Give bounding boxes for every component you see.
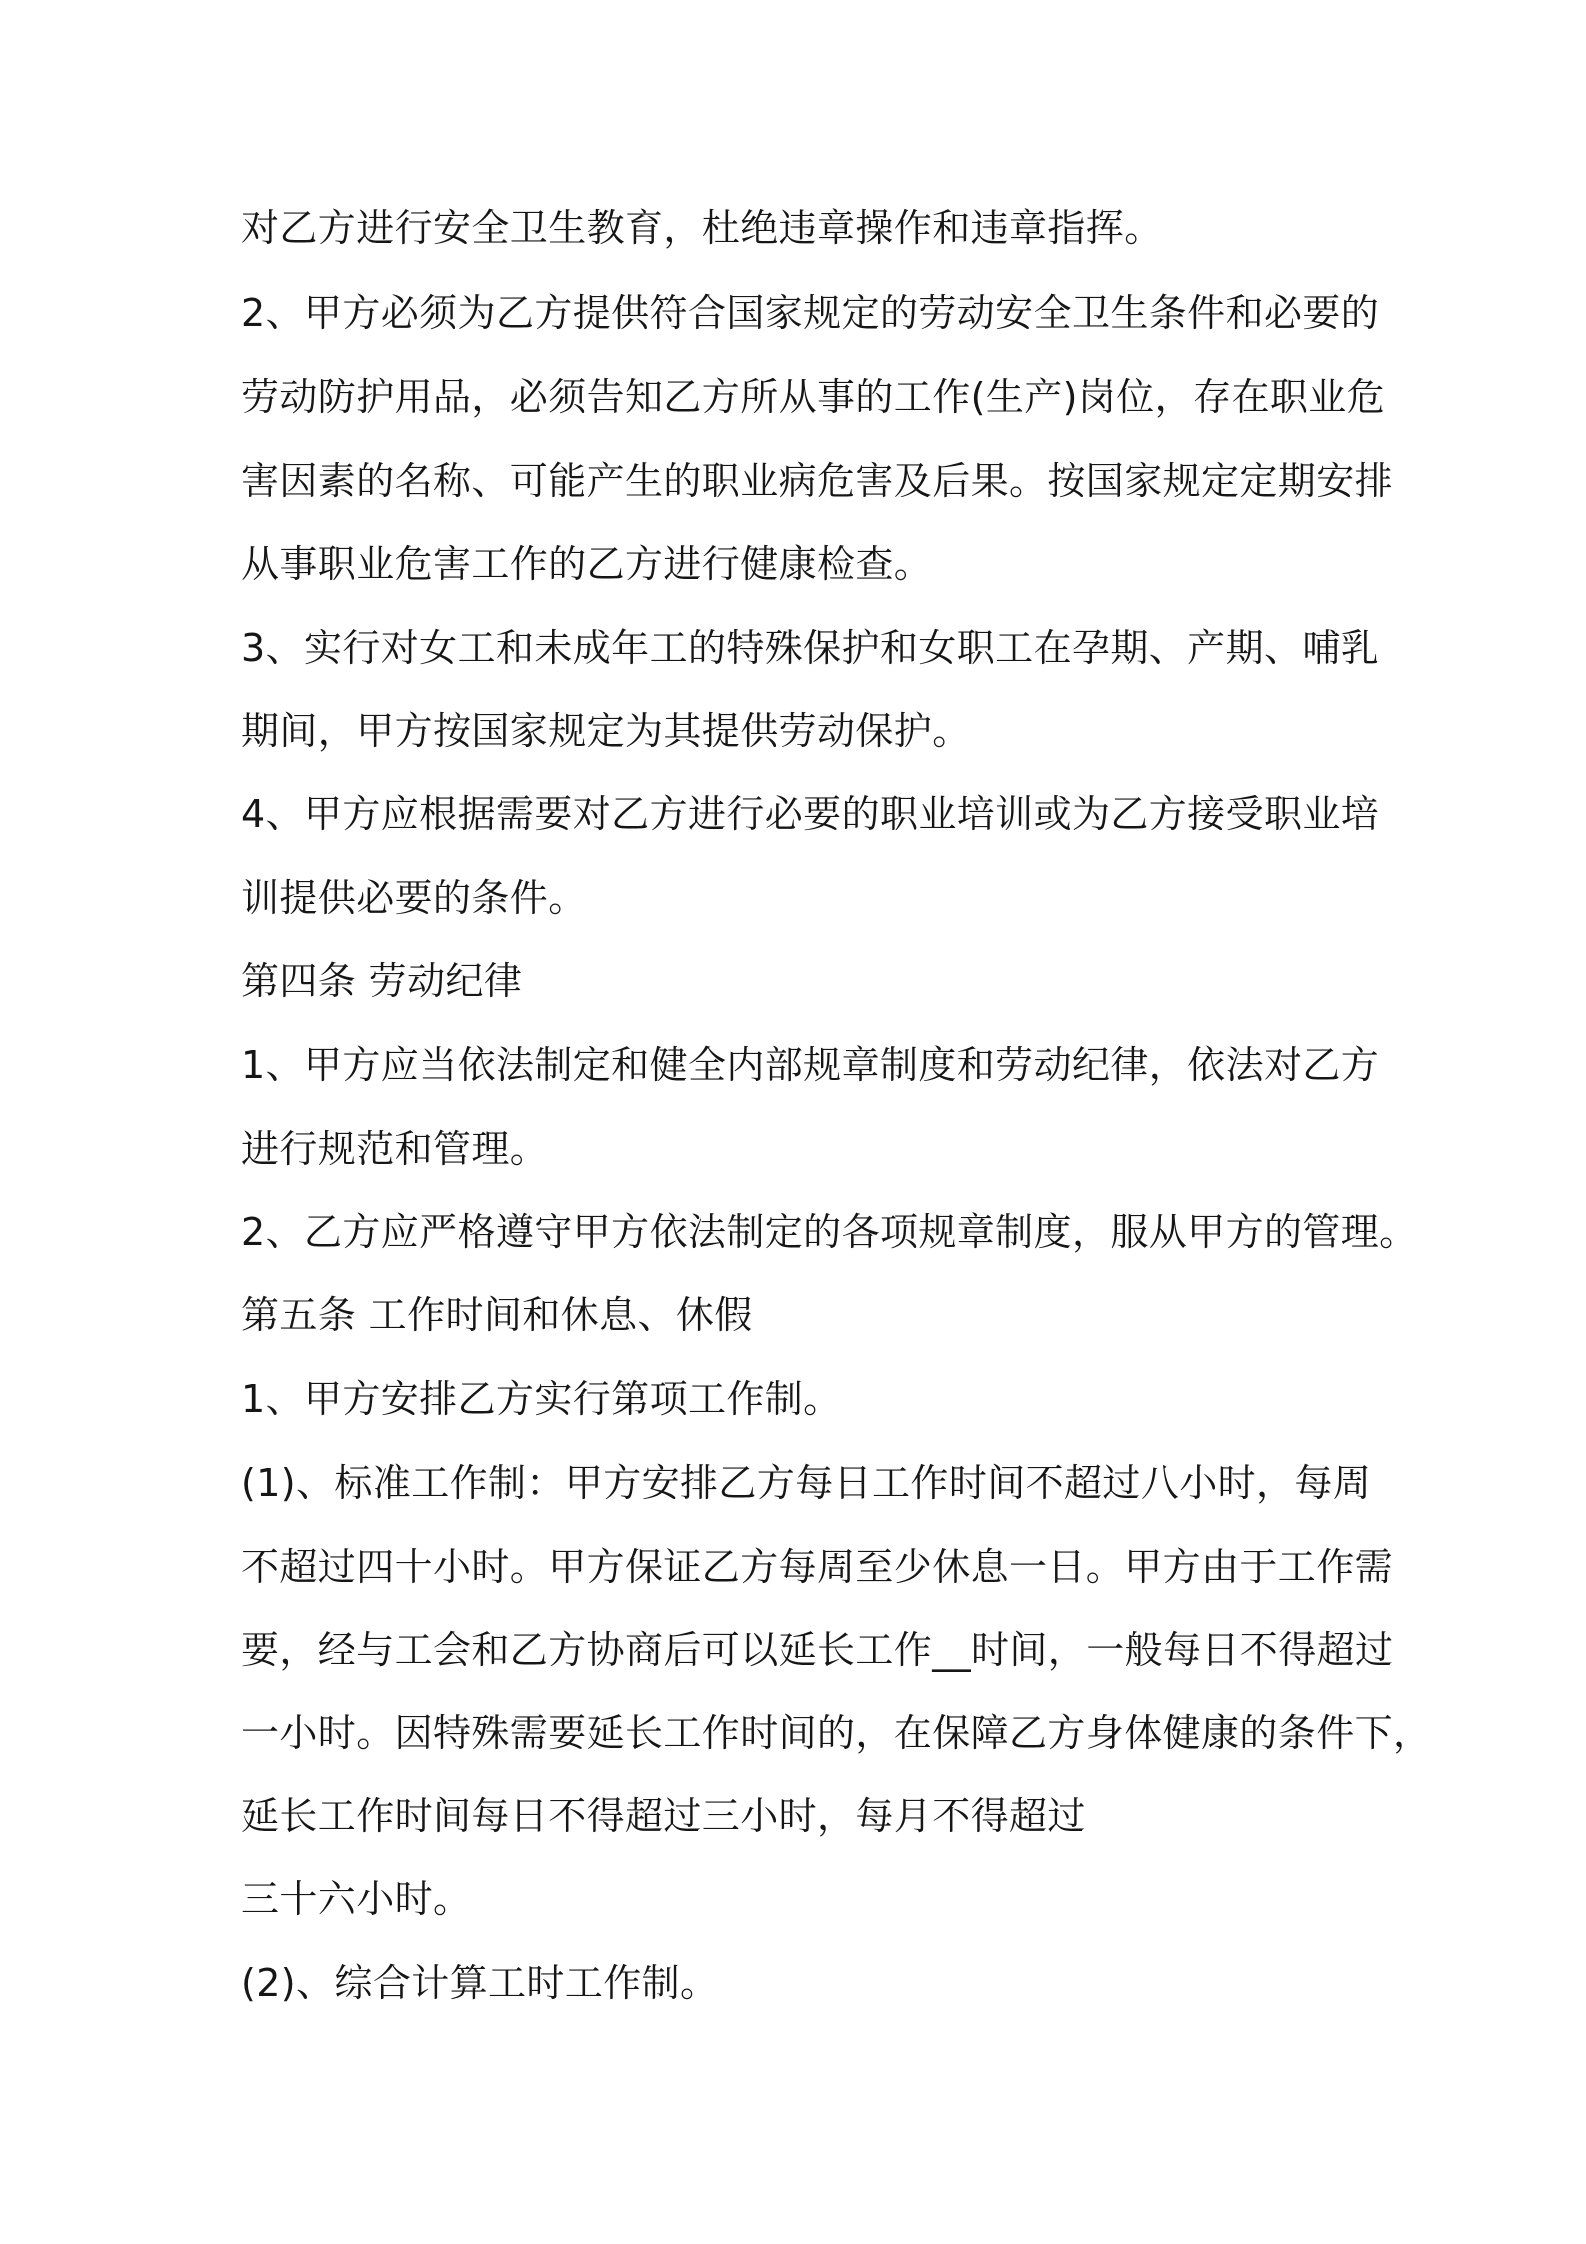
text-line: 对乙方进行安全卫生教育，杜绝违章操作和违章指挥。 bbox=[241, 206, 1163, 250]
text-line: 期间，甲方按国家规定为其提供劳动保护。 bbox=[241, 709, 971, 753]
text-line: 2、乙方应严格遵守甲方依法制定的各项规章制度，服从甲方的管理。 bbox=[241, 1210, 1418, 1254]
text-line: 从事职业危害工作的乙方进行健康检查。 bbox=[241, 542, 933, 586]
text-line: 1、甲方应当依法制定和健全内部规章制度和劳动纪律，依法对乙方 bbox=[241, 1043, 1380, 1087]
text-line: 4、甲方应根据需要对乙方进行必要的职业培训或为乙方接受职业培 bbox=[241, 792, 1380, 836]
text-line: 要，经与工会和乙方协商后可以延长工作__时间，一般每日不得超过 bbox=[241, 1628, 1394, 1672]
text-line: 2、甲方必须为乙方提供符合国家规定的劳动安全卫生条件和必要的 bbox=[241, 291, 1380, 335]
text-line: (2)、综合计算工时工作制。 bbox=[241, 1961, 719, 2005]
section-heading: 第四条 劳动纪律 bbox=[241, 959, 523, 1003]
text-line: 1、甲方安排乙方实行第项工作制。 bbox=[241, 1377, 842, 1421]
text-line: 一小时。因特殊需要延长工作时间的，在保障乙方身体健康的条件下， bbox=[241, 1711, 1432, 1755]
section-heading: 第五条 工作时间和休息、休假 bbox=[241, 1293, 753, 1337]
text-line: 延长工作时间每日不得超过三小时，每月不得超过 bbox=[241, 1794, 1086, 1838]
text-line: 三十六小时。 bbox=[241, 1877, 472, 1921]
text-line: 不超过四十小时。甲方保证乙方每周至少休息一日。甲方由于工作需 bbox=[241, 1545, 1394, 1589]
text-line: 进行规范和管理。 bbox=[241, 1127, 549, 1171]
text-line: 3、实行对女工和未成年工的特殊保护和女职工在孕期、产期、哺乳 bbox=[241, 626, 1380, 670]
text-line: 害因素的名称、可能产生的职业病危害及后果。按国家规定定期安排 bbox=[241, 459, 1394, 503]
text-line: 训提供必要的条件。 bbox=[241, 876, 587, 920]
text-line: (1)、标准工作制：甲方安排乙方每日工作时间不超过八小时，每周 bbox=[241, 1461, 1372, 1505]
text-line: 劳动防护用品，必须告知乙方所从事的工作(生产)岗位，存在职业危 bbox=[241, 375, 1386, 419]
